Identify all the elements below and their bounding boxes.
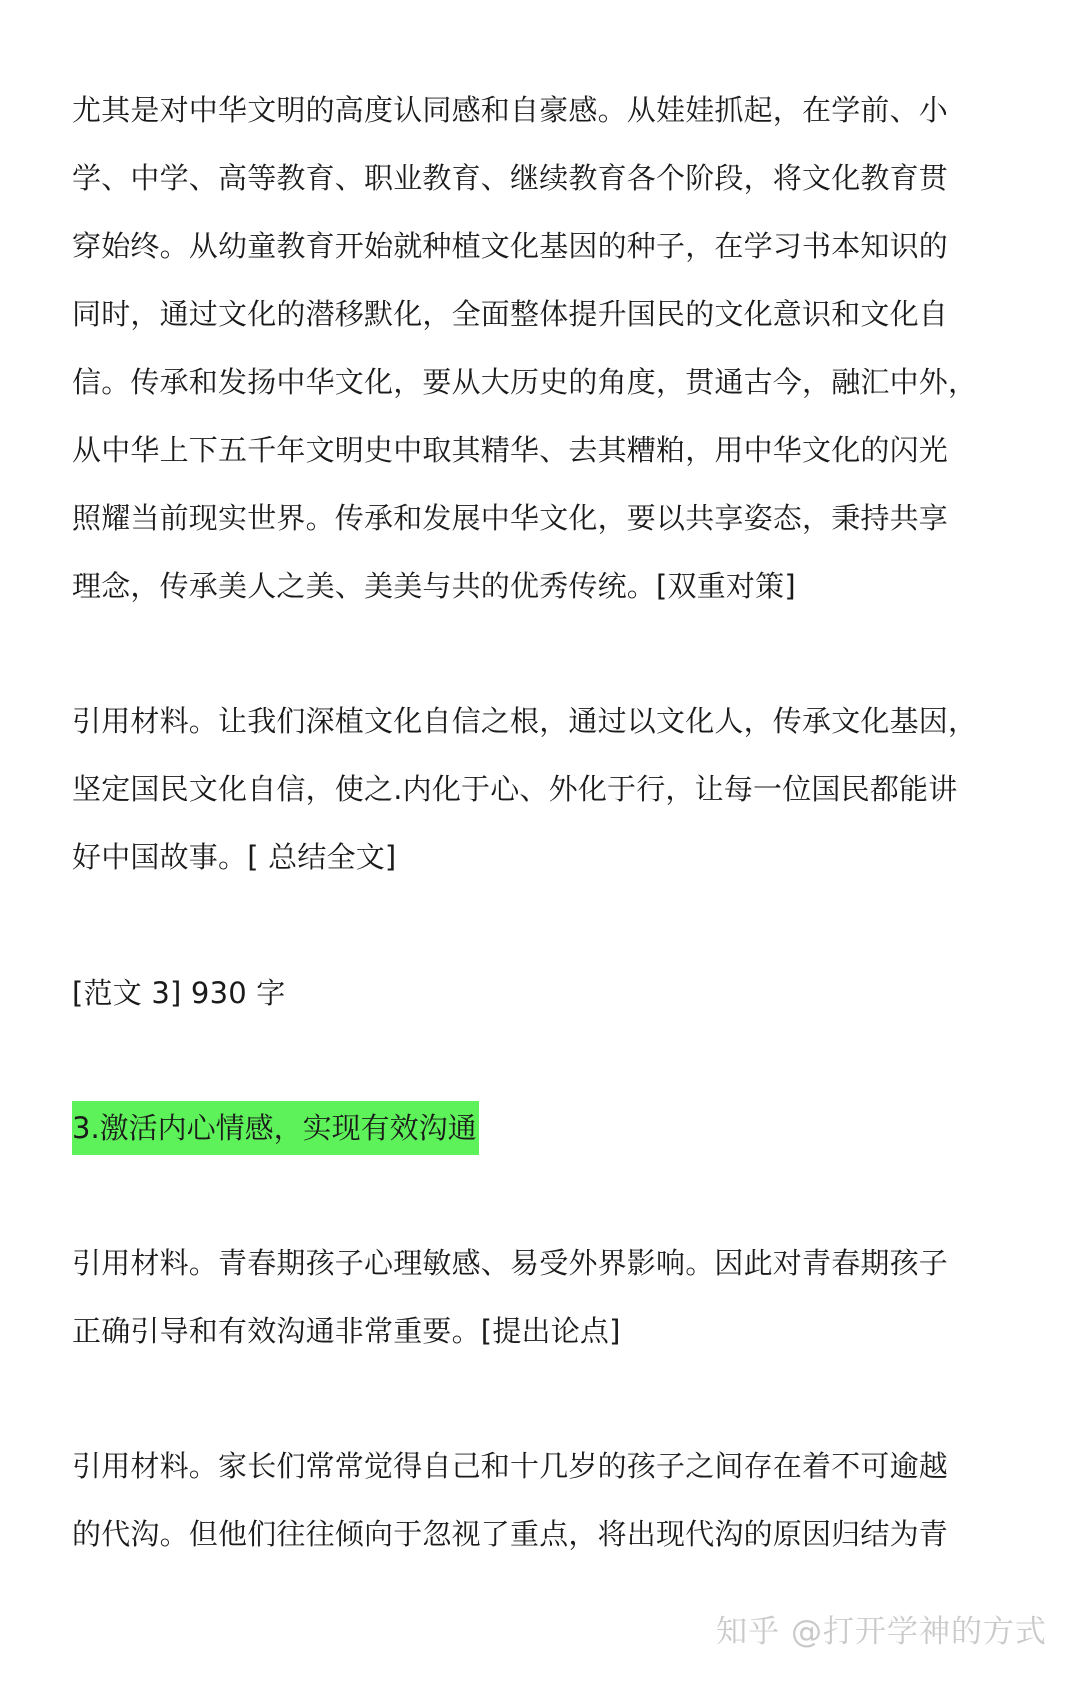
paragraph-2-line-3: 好中国故事。[ 总结全文] xyxy=(72,840,397,874)
paragraph-1-line-1: 尤其是对中华文明的高度认同感和自豪感。从娃娃抓起，在学前、小 xyxy=(72,93,949,127)
paragraph-1-line-2: 学、中学、高等教育、职业教育、继续教育各个阶段，将文化教育贯 xyxy=(72,161,949,195)
paragraph-3-line-1: 引用材料。青春期孩子心理敏感、易受外界影响。因此对青春期孩子 xyxy=(72,1246,949,1280)
paragraph-1-line-8: 理念，传承美人之美、美美与共的优秀传统。[双重对策] xyxy=(72,569,796,603)
zhihu-watermark: 知乎 @打开学神的方式 xyxy=(716,1614,1047,1650)
paragraph-1-line-4: 同时，通过文化的潜移默化，全面整体提升国民的文化意识和文化自 xyxy=(72,297,949,331)
paragraph-4-line-1: 引用材料。家长们常常觉得自己和十几岁的孩子之间存在着不可逾越 xyxy=(72,1449,949,1483)
paragraph-1-line-5: 信。传承和发扬中华文化，要从大历史的角度，贯通古今，融汇中外， xyxy=(72,365,978,399)
paragraph-1-line-3: 穿始终。从幼童教育开始就种植文化基因的种子，在学习书本知识的 xyxy=(72,229,949,263)
paragraph-1-line-6: 从中华上下五千年文明史中取其精华、去其糟粕，用中华文化的闪光 xyxy=(72,433,949,467)
paragraph-2-line-2: 坚定国民文化自信，使之.内化于心、外化于行，让每一位国民都能讲 xyxy=(72,772,958,806)
paragraph-1-line-7: 照耀当前现实世界。传承和发展中华文化，要以共享姿态，秉持共享 xyxy=(72,501,949,535)
section-heading: 3.激活内心情感，实现有效沟通 xyxy=(72,1101,479,1155)
paragraph-4-line-2: 的代沟。但他们往往倾向于忽视了重点，将出现代沟的原因归结为青 xyxy=(72,1517,949,1551)
paragraph-2-line-1: 引用材料。让我们深植文化自信之根，通过以文化人，传承文化基因， xyxy=(72,704,978,738)
sample-essay-label: [范文 3] 930 字 xyxy=(72,976,286,1010)
paragraph-3-line-2: 正确引导和有效沟通非常重要。[提出论点] xyxy=(72,1314,621,1348)
